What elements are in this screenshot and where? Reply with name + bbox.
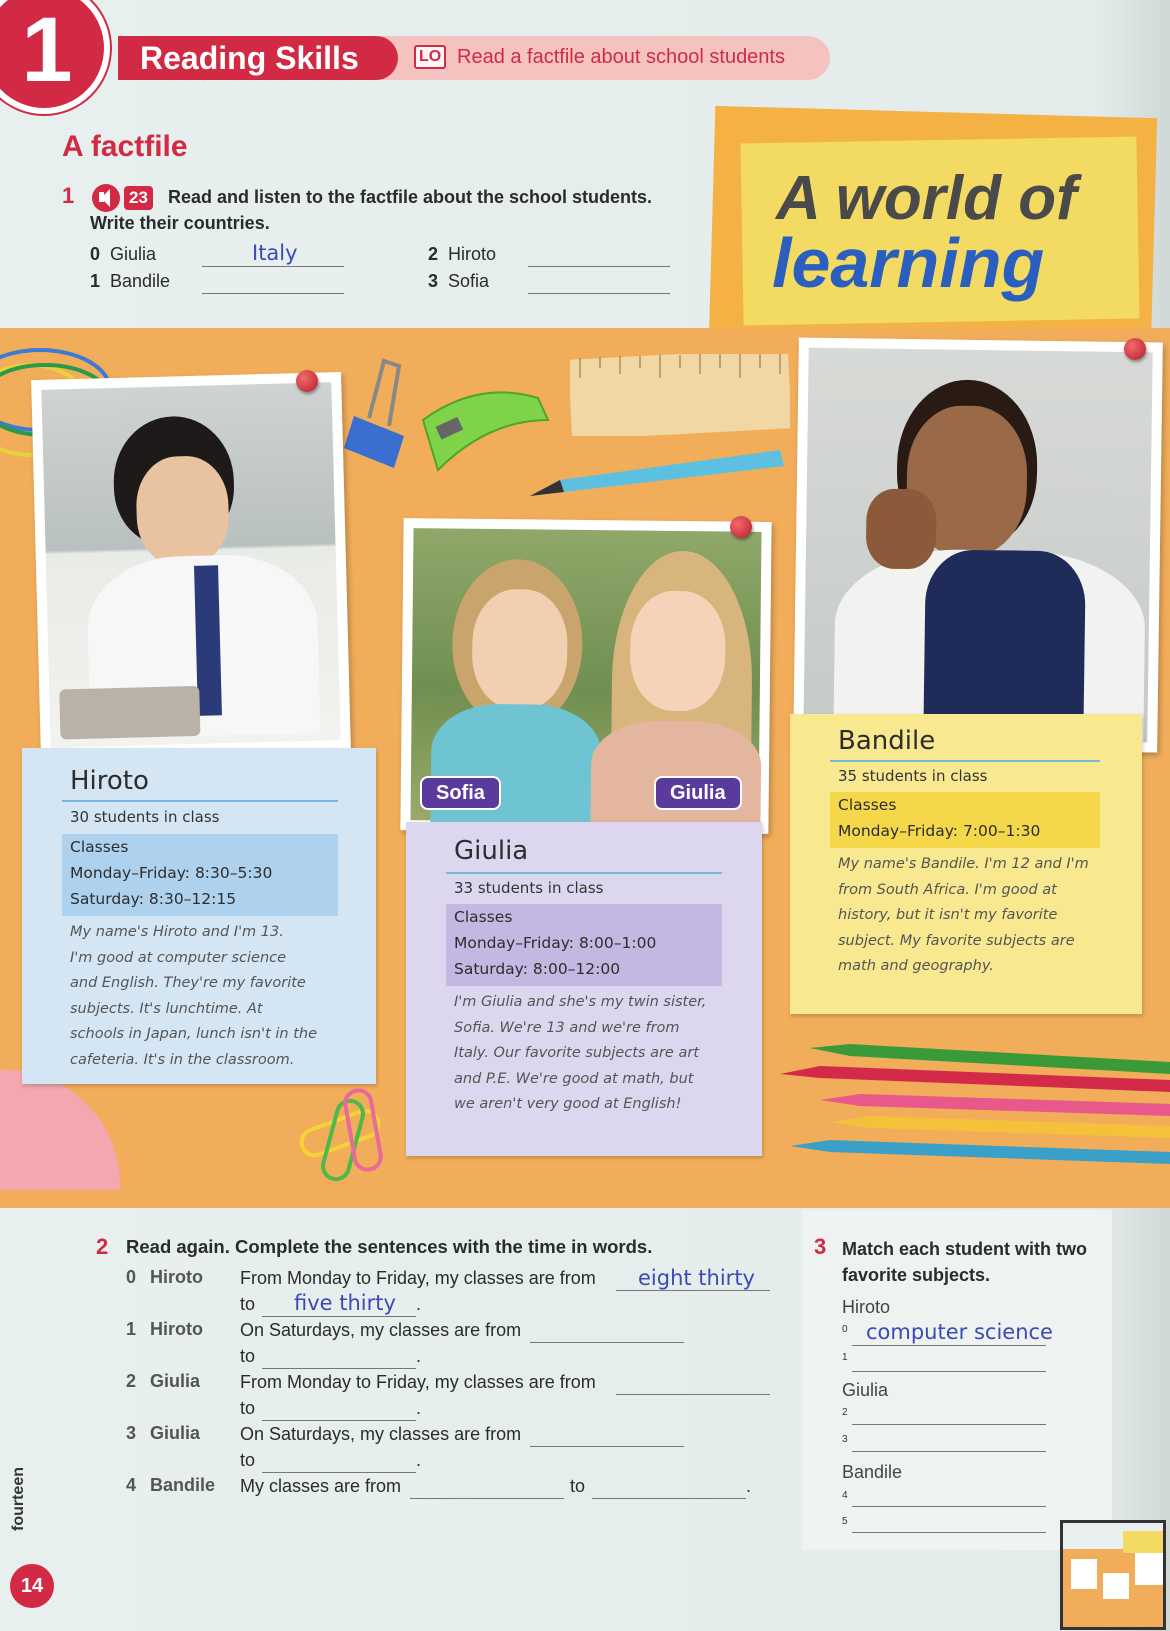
exercise2-row-3-name: Giulia	[150, 1423, 201, 1443]
exercise3-group-hiroto: Hiroto	[842, 1297, 891, 1317]
tag-sofia: Sofia	[420, 776, 501, 810]
exercise2-row-2-text: From Monday to Friday, my classes are from	[240, 1372, 596, 1392]
card-hiroto-text: My name's Hiroto and I'm 13. I'm good at computer science and English. They're my favorite subjects. It's lunchtime. At schools in Japan, lunch isn't in the cafeteria. It's in the classroom.	[70, 924, 317, 1068]
exercise3-answer-0: computer science	[866, 1320, 1053, 1344]
card-hiroto-count: 30 students in class	[70, 808, 220, 826]
exercise3-blank-1[interactable]	[852, 1346, 1046, 1372]
exercise1-blank-2[interactable]	[528, 241, 670, 267]
exercise2-row-2-blank-2[interactable]	[262, 1395, 416, 1421]
title-line-2: learning	[772, 224, 1045, 302]
card-bandile-count: 35 students in class	[838, 767, 988, 785]
banner-title: Reading Skills	[140, 40, 359, 76]
exercise1-item-1: 1 Bandile	[90, 271, 171, 291]
ruler-icon	[570, 354, 790, 436]
exercise2-instruction: Read again. Complete the sentences with the time in words.	[126, 1236, 653, 1257]
section-title: A factfile	[62, 130, 188, 163]
card-rule	[446, 872, 722, 874]
exercise1-item-2: 2 Hiroto	[428, 244, 497, 264]
pin-icon	[296, 370, 318, 392]
exercise2-row-3-blank-1[interactable]	[530, 1421, 684, 1447]
card-bandile-classes	[830, 792, 1100, 848]
card-rule	[62, 800, 338, 802]
classes-label: Classes	[454, 908, 513, 926]
exercise2-row-1-blank-1[interactable]	[530, 1317, 684, 1343]
card-hiroto-name: Hiroto	[70, 766, 149, 796]
exercise1-instruction-2: Write their countries.	[90, 213, 270, 233]
exercise1-blank-1[interactable]	[202, 268, 344, 294]
title-line-1: A world of	[776, 164, 1077, 233]
exercise2-row-1-name: Hiroto	[150, 1319, 203, 1339]
exercise2-row-2-blank-1[interactable]	[616, 1369, 770, 1395]
card-bandile-text: My name's Bandile. I'm 12 and I'm from South Africa. I'm good at history, but it isn't my favorite subject. My favorite subjects are math and geography.	[838, 856, 1089, 974]
schedule-saturday: Saturday: 8:00–12:00	[454, 960, 621, 978]
exercise3-blank-4[interactable]	[852, 1481, 1046, 1507]
to-label: to	[570, 1476, 586, 1496]
unit-number: 1	[21, 0, 73, 101]
exercise3-item-num: 0	[842, 1324, 848, 1335]
exercise3-item-num: 3	[842, 1434, 848, 1445]
page-word: fourteen	[10, 1467, 27, 1531]
to-label: to	[240, 1346, 256, 1366]
exercise2-row-3-num: 3	[126, 1423, 137, 1443]
exercise3-item-num: 2	[842, 1407, 848, 1418]
exercise1-instruction-1: Read and listen to the factfile about the school students.	[168, 187, 653, 207]
exercise3-blank-2[interactable]	[852, 1399, 1046, 1425]
exercise3-number: 3	[814, 1234, 827, 1259]
exercise2-row-0-answer-1: eight thirty	[638, 1266, 755, 1290]
track-number[interactable]: 23	[124, 186, 153, 210]
tag-giulia: Giulia	[654, 776, 742, 810]
card-hiroto-classes	[62, 834, 338, 916]
exercise2-row-1-blank-2[interactable]	[262, 1343, 416, 1369]
exercise2-row-0-name: Hiroto	[150, 1267, 203, 1287]
pen-icon	[530, 440, 790, 510]
exercise2-row-3-blank-2[interactable]	[262, 1447, 416, 1473]
exercise2-row-1-num: 1	[126, 1319, 137, 1339]
exercise2-row-4-name: Bandile	[150, 1475, 216, 1495]
pin-icon	[730, 516, 752, 538]
unit-number-badge	[0, 0, 110, 114]
classes-label: Classes	[70, 838, 129, 856]
exercise1-item-0: 0 Giulia	[90, 244, 157, 264]
to-label: to	[240, 1294, 256, 1314]
card-giulia-count: 33 students in class	[454, 879, 604, 897]
exercise2-row-4-blank-2[interactable]	[592, 1473, 746, 1499]
photo-hiroto	[31, 372, 351, 758]
exercise2-row-2-num: 2	[126, 1371, 137, 1391]
exercise1-item-3: 3 Sofia	[428, 271, 490, 291]
card-bandile-name: Bandile	[838, 726, 936, 756]
schedule-weekday: Monday–Friday: 7:00–1:30	[838, 822, 1041, 840]
textbook-page: 1 Reading Skills LO Read a factfile about school students A factfile 1 23 Read and listen to the factfile about the school students. Write their countries. 0 Giulia Italy 1 Bandile 2 Hiroto 3 Sofia A world of learning Sofia Giulia Hiroto 30 students in class Classes Monday–Friday: 8:30–5:30 Saturday: 8:30–12:15 My name's Hiroto and I'm 13. I'm good at computer science and English. They're my favorite subjects. It's lunchtime. At schools in Japan, lunch isn't in the cafeteria. It's in the classroom. Giulia 33 students in class Classes Monday–Friday: 8:00–1:00 Saturday: 8:00–12:00 I'm Giulia and she's my twin sister, Sofia. We're 13 and we're from Italy. Our favorite subjects are art and P.E. We're good at math, but we aren't very good at English! Bandile 35 students in class Classes Monday–Friday: 7:00–1:30 My name's Bandile. I'm 12 and I'm from South Africa. I'm good at history, but it isn't my favorite subject. My favorite subjects are math and geography. 2 Read again. Complete the sentences with the time in words. 0 Hiroto From Monday to Friday, my classes are from eight thirty to five thirty . 1 Hiroto On Saturdays, my classes are from to . 2 Giulia From Monday to Friday, my classes are from to . 3 Giulia On Saturdays, my classes are from to . 4 Bandile My classes are from to . 3 Match each student with two favorite subjects. Hiroto 0 computer science 1 Giulia 2 3 Bandile 4 5 fourteen 14	[0, 0, 1170, 1631]
exercise2-row-1-text: On Saturdays, my classes are from	[240, 1320, 522, 1340]
schedule-saturday: Saturday: 8:30–12:15	[70, 890, 237, 908]
audio-icon[interactable]	[92, 184, 120, 212]
binder-clip-icon	[344, 356, 424, 476]
exercise2-row-0-num: 0	[126, 1267, 137, 1287]
exercise2-row-2-name: Giulia	[150, 1371, 201, 1391]
card-giulia-classes	[446, 904, 722, 986]
exercise2-number: 2	[96, 1234, 109, 1259]
schedule-weekday: Monday–Friday: 8:30–5:30	[70, 864, 273, 882]
exercise3-item-num: 5	[842, 1516, 848, 1527]
learning-objective: Read a factfile about school students	[457, 46, 785, 68]
exercise2-row-4-blank-1[interactable]	[410, 1473, 564, 1499]
exercise3-item-num: 1	[842, 1352, 848, 1363]
exercise1-blank-3[interactable]	[528, 268, 670, 294]
exercise2-row-0-text: From Monday to Friday, my classes are from	[240, 1268, 596, 1288]
to-label: to	[240, 1398, 256, 1418]
lo-badge: LO	[414, 45, 446, 69]
exercise1-answer-0: Italy	[252, 241, 298, 265]
exercise2-row-0-answer-2: five thirty	[294, 1291, 396, 1315]
to-label: to	[240, 1450, 256, 1470]
card-giulia-name: Giulia	[454, 836, 529, 866]
card-rule	[830, 760, 1100, 762]
exercise3-blank-3[interactable]	[852, 1426, 1046, 1452]
classes-label: Classes	[838, 796, 897, 814]
exercise3-group-giulia: Giulia	[842, 1380, 889, 1400]
page-thumbnail[interactable]	[1060, 1520, 1166, 1630]
exercise2-row-3-text: On Saturdays, my classes are from	[240, 1424, 522, 1444]
exercise3-blank-5[interactable]	[852, 1507, 1046, 1533]
card-giulia-text: I'm Giulia and she's my twin sister, Sofia. We're 13 and we're from Italy. Our favorite subjects are art and P.E. We're good at math, but we aren't very good at English!	[454, 994, 707, 1112]
page-number: 14	[10, 1564, 54, 1608]
exercise2-row-4-num: 4	[126, 1475, 137, 1495]
exercise2-row-4-text: My classes are from	[240, 1476, 402, 1496]
schedule-weekday: Monday–Friday: 8:00–1:00	[454, 934, 657, 952]
exercise3-item-num: 4	[842, 1490, 848, 1501]
exercise3-group-bandile: Bandile	[842, 1462, 903, 1482]
exercise3-instruction: Match each student with two favorite subjects.	[842, 1239, 1088, 1285]
pin-icon	[1124, 338, 1146, 360]
photo-bandile	[793, 337, 1163, 752]
exercise1-number: 1	[62, 183, 75, 208]
colored-pencils-icon	[780, 1040, 1170, 1170]
